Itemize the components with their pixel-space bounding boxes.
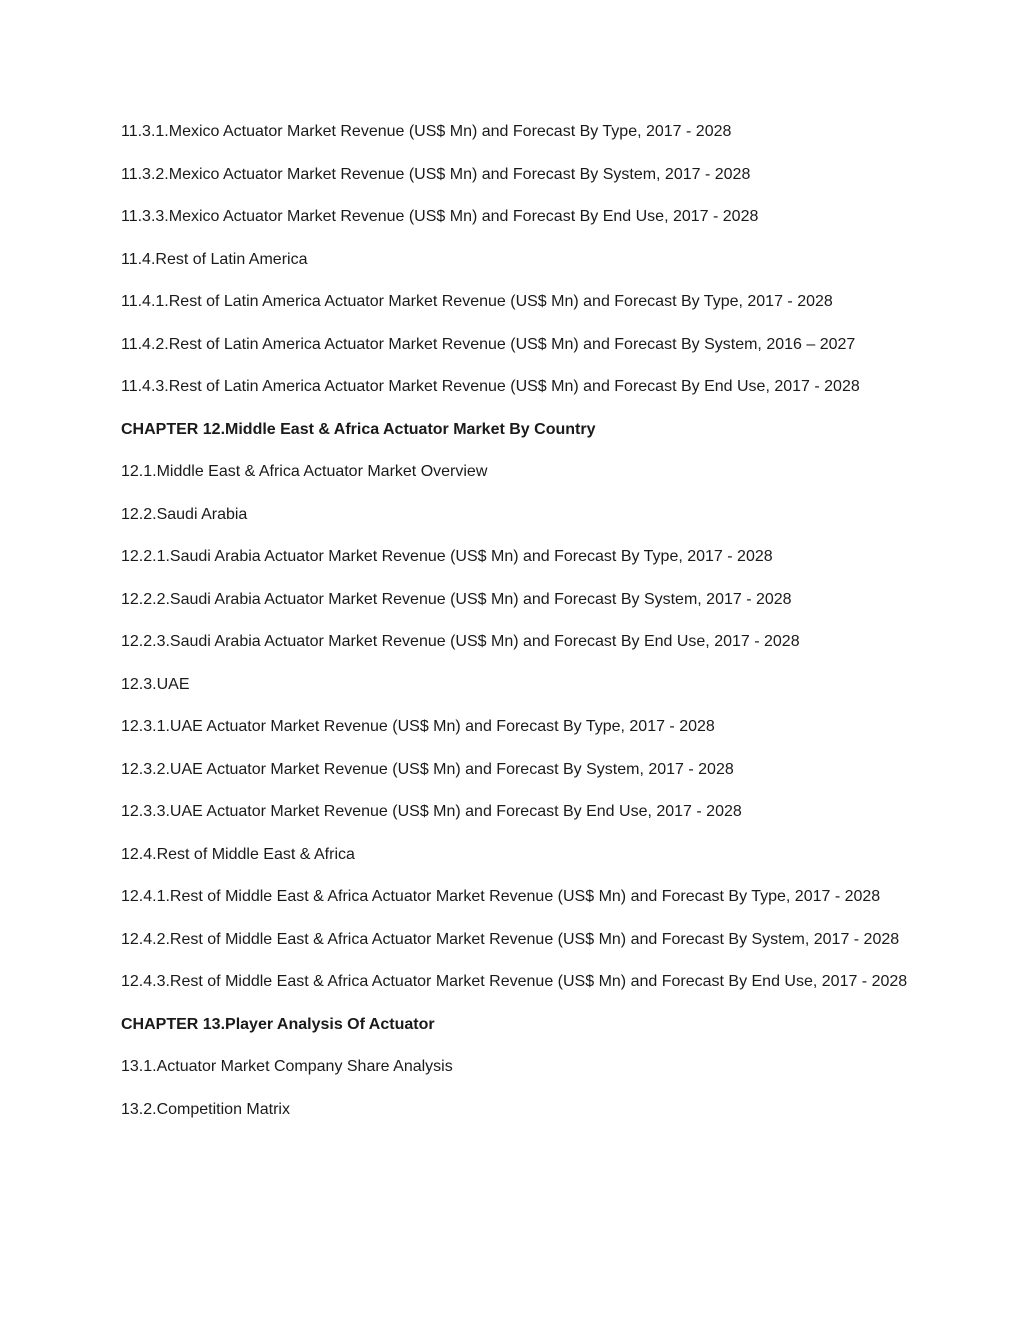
chapter-heading: CHAPTER 13.Player Analysis Of Actuator (121, 1015, 435, 1033)
toc-entry: 12.4.Rest of Middle East & Africa (121, 845, 355, 863)
toc-entry: 12.3.2.UAE Actuator Market Revenue (US$ Mn) and Forecast By System, 2017 - 2028 (121, 760, 734, 778)
toc-entry: 12.2.Saudi Arabia (121, 505, 248, 523)
toc-entry: 11.3.1.Mexico Actuator Market Revenue (US$ Mn) and Forecast By Type, 2017 - 2028 (121, 123, 732, 140)
toc-entry: 12.4.3.Rest of Middle East & Africa Actuator Market Revenue (US$ Mn) and Forecast By End Use, 2017 - 2028 (121, 973, 908, 990)
toc-entry: 11.4.1.Rest of Latin America Actuator Market Revenue (US$ Mn) and Forecast By Type, 2017 - 2028 (121, 293, 833, 310)
toc-entry: 11.4.3.Rest of Latin America Actuator Market Revenue (US$ Mn) and Forecast By End Use, 2017 - 2028 (121, 378, 860, 395)
toc-entry: 13.1.Actuator Market Company Share Analysis (121, 1058, 453, 1075)
toc-entry: 12.2.3.Saudi Arabia Actuator Market Revenue (US$ Mn) and Forecast By End Use, 2017 - 2028 (121, 633, 800, 650)
chapter-heading: CHAPTER 12.Middle East & Africa Actuator Market By Country (121, 420, 596, 438)
toc-entry: 12.3.3.UAE Actuator Market Revenue (US$ Mn) and Forecast By End Use, 2017 - 2028 (121, 803, 742, 820)
toc-entry: 12.4.1.Rest of Middle East & Africa Actuator Market Revenue (US$ Mn) and Forecast By Type, 2017 - 2028 (121, 888, 881, 905)
table-of-contents (121, 119, 911, 1139)
toc-entry: 11.4.Rest of Latin America (121, 250, 308, 268)
toc-entry: 12.2.1.Saudi Arabia Actuator Market Revenue (US$ Mn) and Forecast By Type, 2017 - 2028 (121, 548, 773, 565)
toc-entry: 12.3.UAE (121, 675, 190, 693)
toc-entry: 12.3.1.UAE Actuator Market Revenue (US$ Mn) and Forecast By Type, 2017 - 2028 (121, 718, 715, 735)
toc-entry: 11.3.3.Mexico Actuator Market Revenue (US$ Mn) and Forecast By End Use, 2017 - 2028 (121, 208, 759, 225)
toc-entry: 12.1.Middle East & Africa Actuator Market Overview (121, 463, 488, 480)
toc-entry: 11.4.2.Rest of Latin America Actuator Market Revenue (US$ Mn) and Forecast By System, 2016 – 2027 (121, 335, 856, 353)
toc-entry: 12.4.2.Rest of Middle East & Africa Actuator Market Revenue (US$ Mn) and Forecast By System, 2017 - 2028 (121, 930, 900, 948)
toc-entry: 12.2.2.Saudi Arabia Actuator Market Revenue (US$ Mn) and Forecast By System, 2017 - 2028 (121, 590, 792, 608)
toc-entry: 13.2.Competition Matrix (121, 1100, 290, 1118)
toc-entry: 11.3.2.Mexico Actuator Market Revenue (US$ Mn) and Forecast By System, 2017 - 2028 (121, 165, 751, 183)
